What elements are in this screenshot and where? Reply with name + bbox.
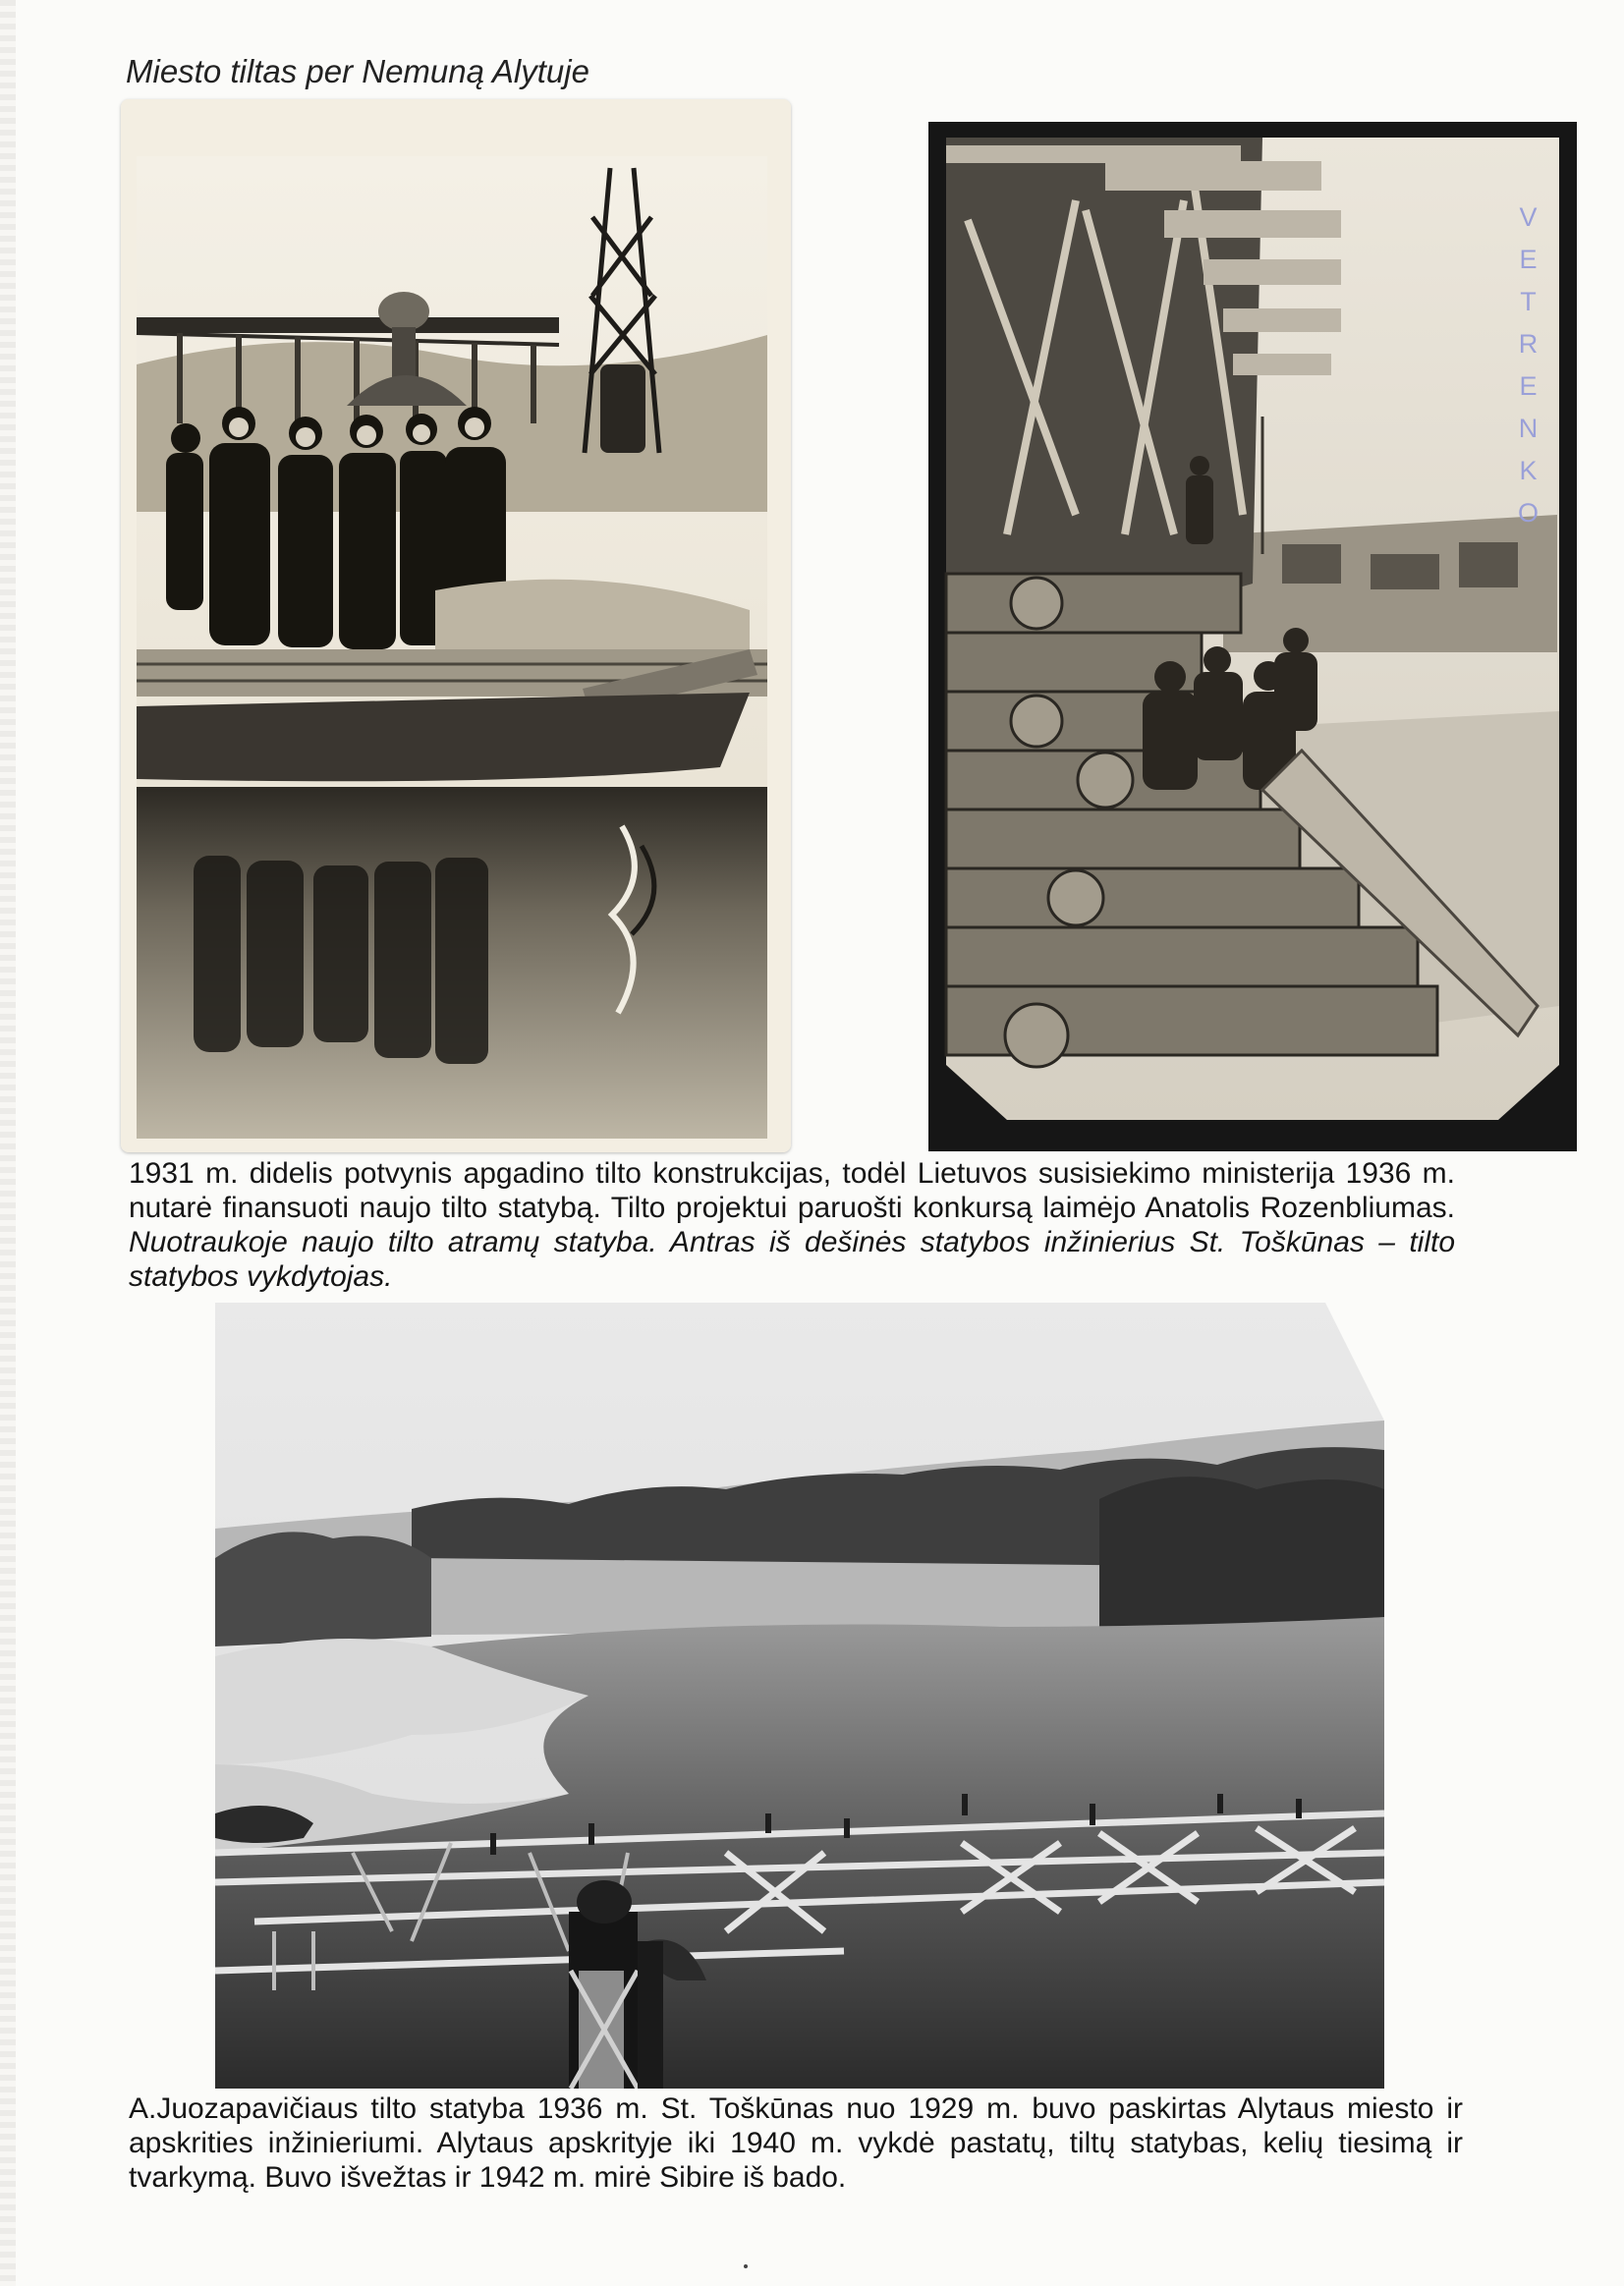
page-title: Miesto tiltas per Nemuną Alytuje <box>126 53 589 89</box>
stamp-letter: O <box>1517 498 1540 528</box>
stamp-letter: K <box>1519 456 1539 485</box>
stamp-letter: R <box>1518 329 1540 359</box>
caption-engineer-biography: A.Juozapavičiaus tilto statyba 1936 m. St. Toškūnas nuo 1929 m. buvo paskirtas Alytaus miesto ir apskrities inžinieriumi. Alytaus apskrityje iki 1940 m. vykdė pastatų, tiltų statybas, kelių tiesimą ir tvarkymą. Buvo išvežtas ir 1942 m. mirė Sibire iš bado. <box>129 2092 1463 2194</box>
caption-bridge-history <box>129 1156 1455 1302</box>
photographer-stamp <box>1511 196 1546 534</box>
stamp-letter: E <box>1519 245 1539 274</box>
photo-river-image <box>215 1303 1384 2089</box>
photo-workers-on-pier <box>928 122 1577 1151</box>
stamp-letter: N <box>1518 414 1540 443</box>
stamp-letter: E <box>1519 371 1539 401</box>
photo-pier-image <box>928 122 1577 1151</box>
caption-top-italic: Nuotraukoje naujo tilto atramų statyba. Antras iš dešinės statybos inžinierius St. Toškūnas – tilto statybos vykdytojas. <box>129 1226 1455 1293</box>
stamp-letter: V <box>1519 202 1539 232</box>
caption-top-plain: 1931 m. didelis potvynis apgadino tilto konstrukcijas, todėl Lietuvos susisiekimo ministerija 1936 m. nutarė finansuoti naujo tilto statybą. Tilto projektui paruošti konkursą laimėjo Anatolis Rozenbliumas. <box>129 1157 1455 1224</box>
photo-officials-image <box>121 99 791 1152</box>
stamp-letter: T <box>1520 287 1538 316</box>
scan-edge-strip <box>0 0 16 2286</box>
photo-river-bridge-construction <box>215 1303 1384 2089</box>
photo-officials-on-pier <box>121 99 791 1152</box>
page-dot-mark <box>744 2264 748 2268</box>
